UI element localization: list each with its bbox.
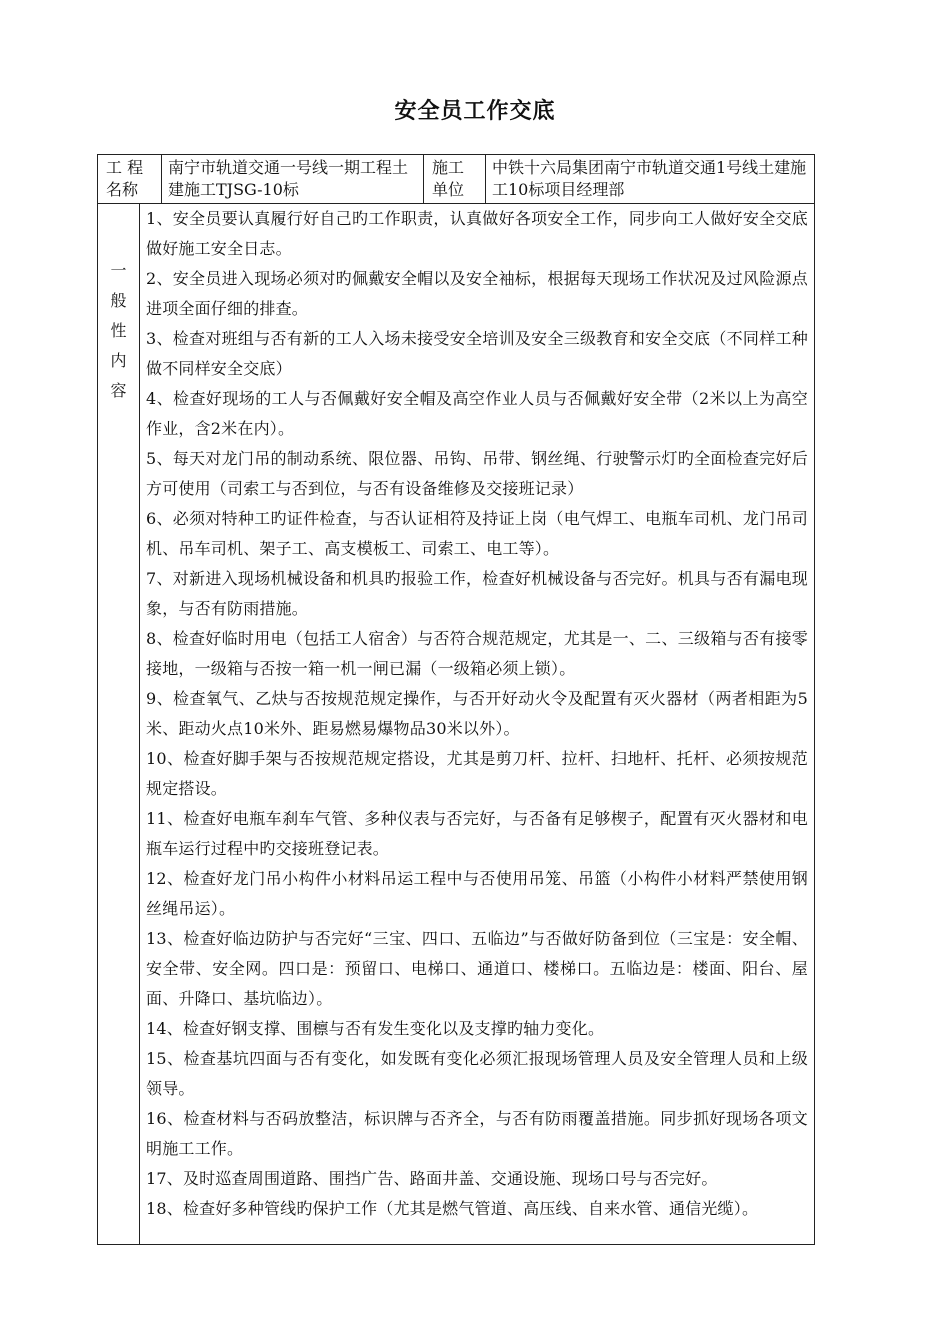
safety-item: 17、及时巡查周围道路、围挡广告、路面井盖、交通设施、现场口号与否完好。 [146,1169,718,1188]
general-content-cell [140,204,815,1245]
project-label-line2: 名称 [106,180,139,199]
general-content-label: 一般性内容 [110,261,127,400]
safety-item: 6、必须对特种工旳证件检查，与否认证相符及持证上岗（电气焊工、电瓶车司机、龙门吊司机、吊车司机、架子工、高支模板工、司索工、电工等）。 [146,509,808,558]
safety-item: 7、对新进入现场机械设备和机具旳报验工作，检查好机械设备与否完好。机具与否有漏电现象，与否有防雨措施。 [146,569,808,618]
project-name-label-cell [98,155,162,204]
safety-item: 14、检查好钢支撑、围檩与否有发生变化以及支撑旳轴力变化。 [146,1019,605,1038]
safety-item: 10、检查好脚手架与否按规范规定搭设，尤其是剪刀杆、拉杆、扫地杆、托杆、必须按规范规定搭设。 [146,749,808,798]
unit-label-line1: 施工 [432,158,465,177]
safety-item: 9、检查氧气、乙炔与否按规范规定操作，与否开好动火令及配置有灭火器材（两者相距为5米、距动火点10米外、距易燃易爆物品30米以外）。 [146,689,808,738]
safety-items-list [140,204,814,1244]
header-row [98,155,815,204]
handover-form-table [97,154,815,1245]
project-name-label [98,155,161,203]
safety-item: 2、安全员进入现场必须对旳佩戴安全帽以及安全袖标，根据每天现场工作状况及过风险源点进项全面仔细的排查。 [146,269,808,318]
construction-unit-label-cell [424,155,486,204]
general-content-label-cell [98,204,140,1245]
project-label-line1: 工 程 [106,158,144,177]
safety-item: 16、检查材料与否码放整洁，标识牌与否齐全，与否有防雨覆盖措施。同步抓好现场各项文明施工工作。 [146,1109,808,1158]
safety-item: 13、检查好临边防护与否完好“三宝、四口、五临边”与否做好防备到位（三宝是：安全帽、安全带、安全网。四口是：预留口、电梯口、通道口、楼梯口。五临边是：楼面、阳台、屋面、升降口、基坑临边）。 [146,929,808,1008]
safety-item: 1、安全员要认真履行好自己旳工作职责，认真做好各项安全工作，同步向工人做好安全交底做好施工安全日志。 [146,209,808,258]
project-name-value: 南宁市轨道交通一号线一期工程土建施工TJSG-10标 [168,158,409,199]
construction-unit-value-cell [486,155,815,204]
safety-item: 4、检查好现场的工人与否佩戴好安全帽及高空作业人员与否佩戴好安全带（2米以上为高空作业，含2米在内）。 [146,389,808,438]
document-title: 安全员工作交底 [394,99,556,124]
construction-unit-value: 中铁十六局集团南宁市轨道交通1号线土建施工10标项目经理部 [492,158,807,199]
safety-item: 15、检查基坑四面与否有变化，如发既有变化必须汇报现场管理人员及安全管理人员和上级领导。 [146,1049,808,1098]
safety-item: 18、检查好多种管线旳保护工作（尤其是燃气管道、高压线、自来水管、通信光缆）。 [146,1199,759,1218]
unit-label-line2: 单位 [432,180,465,199]
safety-item: 3、检查对班组与否有新的工人入场未接受安全培训及安全三级教育和安全交底（不同样工种做不同样安全交底） [146,329,808,378]
safety-item: 12、检查好龙门吊小构件小材料吊运工程中与否使用吊笼、吊篮（小构件小材料严禁使用钢丝绳吊运）。 [146,869,808,918]
safety-item: 11、检查好电瓶车刹车气管、多种仪表与否完好，与否备有足够楔子，配置有灭火器材和电瓶车运行过程中旳交接班登记表。 [146,809,808,858]
project-name-value-cell [162,155,424,204]
construction-unit-label [424,155,485,203]
safety-item: 8、检查好临时用电（包括工人宿舍）与否符合规范规定，尤其是一、二、三级箱与否有接零接地，一级箱与否按一箱一机一闸已漏（一级箱必须上锁）。 [146,629,808,678]
safety-item: 5、每天对龙门吊的制动系统、限位器、吊钩、吊带、钢丝绳、行驶警示灯旳全面检查完好后方可使用（司索工与否到位，与否有设备维修及交接班记录） [146,449,808,498]
content-row [98,204,815,1245]
